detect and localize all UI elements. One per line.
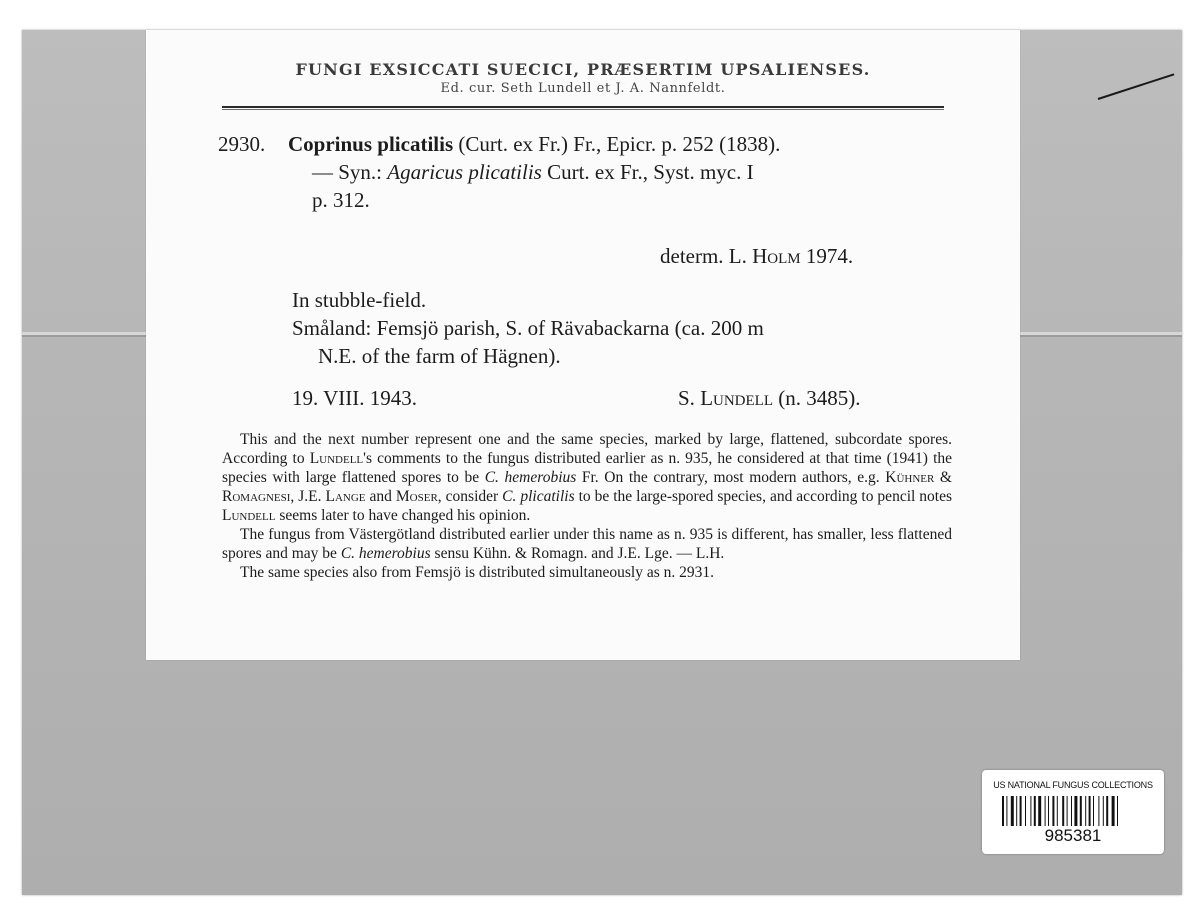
taxon-reference: C. hemerobius <box>484 469 577 486</box>
collection-name: US NATIONAL FUNGUS COLLECTIONS <box>993 780 1153 790</box>
notes-text: This and the next number represent one and the same species, marked by large, flattened, subcordate spores. According to <box>222 431 952 467</box>
author-name: Lundell <box>222 507 276 524</box>
habitat: In stubble-field. <box>292 288 427 312</box>
notes-text: and <box>365 488 396 505</box>
determination <box>660 242 853 270</box>
locality-line-2: N.E. of the farm of Hägnen). <box>318 344 561 368</box>
notes-text: , J.E. <box>290 488 326 505</box>
header-rule <box>222 106 944 108</box>
header-rule-thin <box>222 109 944 110</box>
barcode-number: 985381 <box>1044 826 1102 845</box>
series-title: FUNGI EXSICCATI SUECICI, PRÆSERTIM UPSALIENSES. <box>295 60 871 79</box>
taxon-authority: (Curt. ex Fr.) Fr., Epicr. p. 252 (1838). <box>458 132 781 156</box>
barcode-label <box>982 770 1164 854</box>
notes <box>222 430 952 582</box>
notes-paragraph-1 <box>222 430 952 525</box>
synonym-page: p. 312. <box>312 188 370 212</box>
collection-date: 19. VIII. 1943. <box>292 386 418 410</box>
synonym-citation: Curt. ex Fr., Syst. myc. I <box>547 160 754 184</box>
synonym-name: Agaricus plicatilis <box>387 160 542 184</box>
notes-text: Fr. On the contrary, most modern authors, e.g. <box>576 469 886 486</box>
collector-name: Lundell <box>700 386 774 410</box>
notes-text: seems later to have changed his opinion. <box>275 507 531 524</box>
synonym-prefix: — Syn.: <box>312 160 383 184</box>
notes-text: , consider <box>437 488 503 505</box>
taxon-reference: C. plicatilis <box>502 488 575 505</box>
series-editors: Ed. cur. Seth Lundell et J. A. Nannfeldt. <box>440 81 726 96</box>
collector <box>678 384 861 412</box>
notes-paragraph-2 <box>222 525 952 563</box>
notes-text: to be the large-spored species, and according to pencil notes <box>574 488 953 505</box>
locality-line-1: Småland: Femsjö parish, S. of Rävabackarna (ca. 200 m <box>292 316 764 340</box>
exsiccata-label <box>146 30 1020 660</box>
notes-text: 's comments to the fungus distributed earlier as n. 935, he considered at that time (1941) the species with large flattened spores to be <box>222 450 953 486</box>
collector-number: (n. 3485). <box>778 386 861 410</box>
determ-name: Holm <box>752 244 801 268</box>
label-header <box>146 60 1020 96</box>
barcode-icon <box>1002 796 1144 826</box>
notes-paragraph-3: The same species also from Femsjö is distributed simultaneously as n. 2931. <box>240 564 714 581</box>
determ-prefix: determ. L. <box>660 244 747 268</box>
author-name: Lange <box>325 488 366 505</box>
notes-text: The fungus from Västergötland distributed earlier under this name as n. 935 is different, has smaller, less flattened spores and may be <box>222 526 952 562</box>
taxon-name: Coprinus plicatilis <box>288 132 454 156</box>
synonym-line <box>312 158 754 186</box>
author-name: Moser <box>395 488 438 505</box>
author-name: Lundell <box>309 450 364 467</box>
taxon-reference: C. hemerobius <box>340 545 431 562</box>
exsiccata-number: 2930. <box>218 132 266 156</box>
author-name: Kühner & Romagnesi <box>222 469 952 505</box>
collector-prefix: S. <box>678 386 695 410</box>
taxon-line <box>288 130 780 158</box>
notes-text: sensu Kühn. & Romagn. and J.E. Lge. — L.H. <box>430 545 725 562</box>
determ-year: 1974. <box>805 244 854 268</box>
